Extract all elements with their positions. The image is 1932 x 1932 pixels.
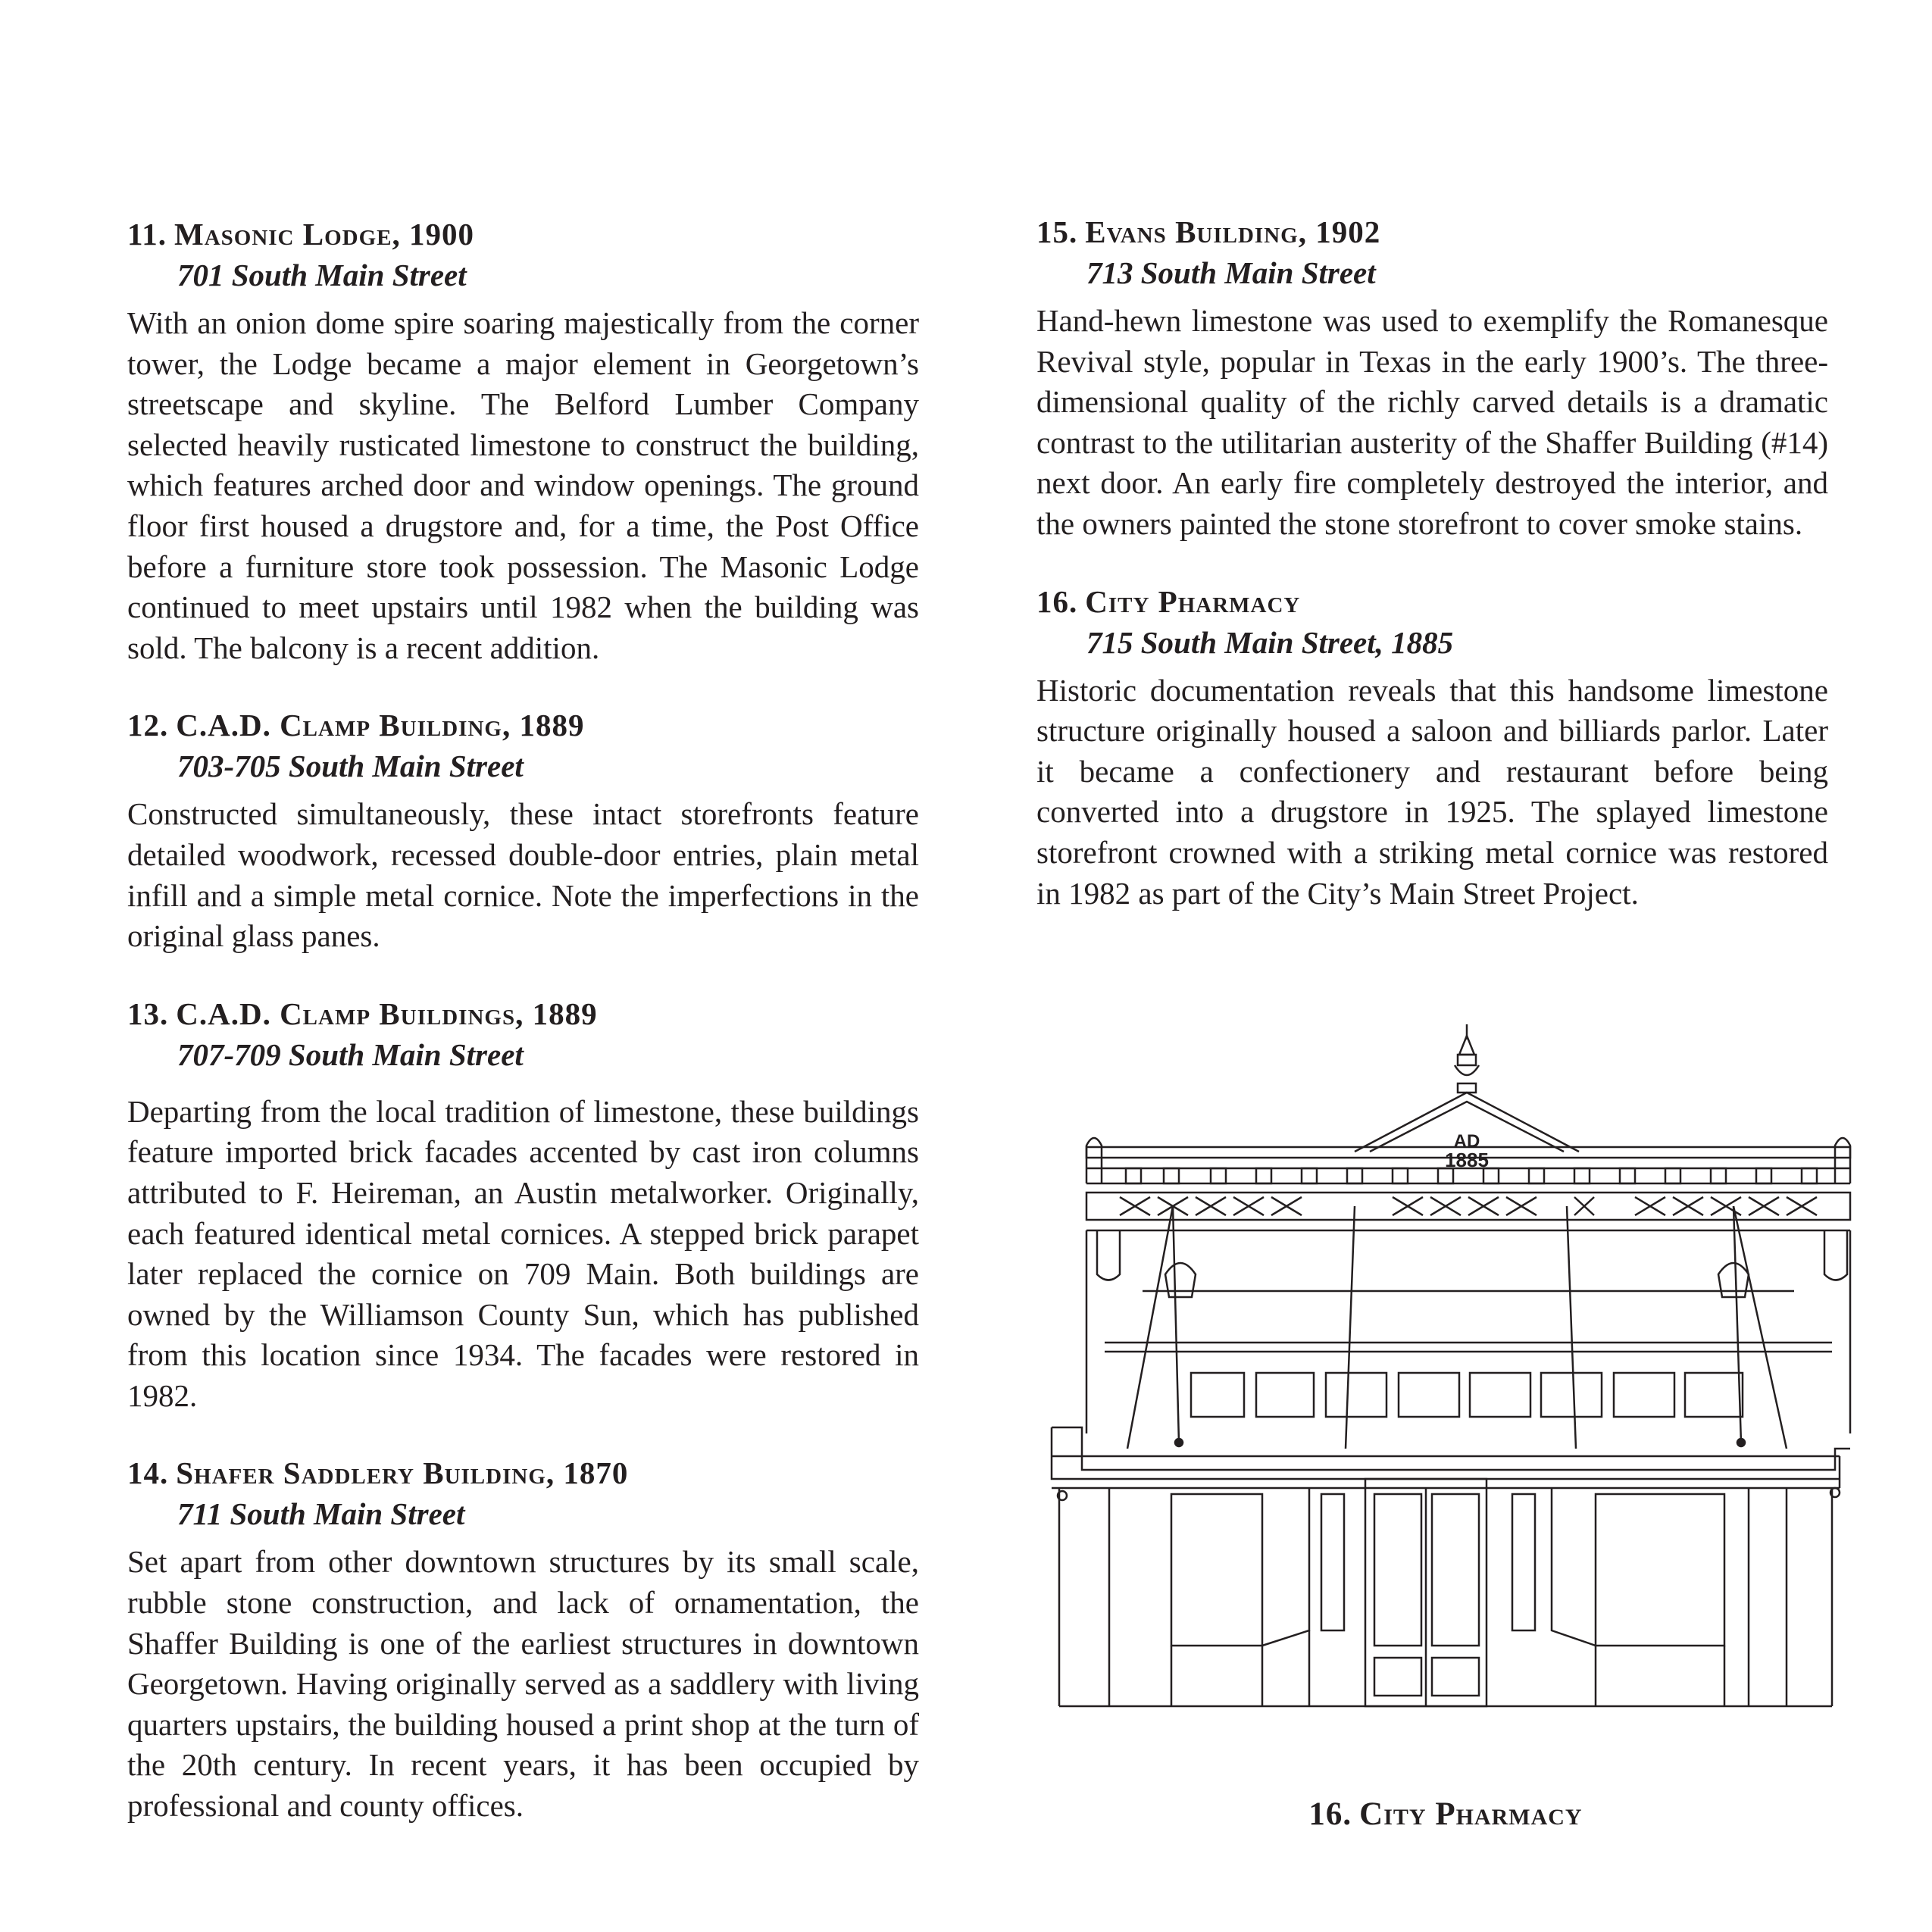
entry-heading: [127, 214, 919, 255]
entry-description: With an onion dome spire soaring majestically from the corner tower, the Lodge became a major element in Georgetown’s streetscape and skyline. The Belford Lumber Company selected heavily rusticated limestone to construct the building, which features arched door and window openings. The ground floor first housed a drugstore and, for a time, the Post Office before a furniture store took possession. The Masonic Lodge continued to meet upstairs until 1982 when the building was sold. The balcony is a recent addition.: [127, 305, 919, 665]
entry-title: Evans Building, 1902: [1085, 214, 1381, 249]
entry-13: [127, 993, 919, 1417]
entry-description: Departing from the local tradition of limestone, these buildings feature imported brick facades accented by cast iron columns attributed to F. Heireman, an Austin metalworker. Originally, each featured identical metal cornices. A stepped brick parapet later replaced the cornice on 709 Main. Both buildings are owned by the Williamson County Sun, which has published from this location since 1934. The facades were restored in 1982.: [127, 1093, 919, 1413]
entry-number: 15.: [1036, 214, 1078, 249]
entry-address: 701 South Main Street: [177, 258, 467, 292]
city-pharmacy-illustration: [1036, 1024, 1855, 1744]
caption-title: City Pharmacy: [1359, 1796, 1583, 1832]
entry-heading: [1036, 581, 1828, 622]
entry-15: [1036, 211, 1828, 545]
entry-title: C.A.D. Clamp Buildings, 1889: [176, 996, 598, 1031]
entry-heading: [127, 1452, 919, 1493]
pediment: [1355, 1093, 1579, 1171]
left-column: [127, 214, 919, 1863]
entry-title: C.A.D. Clamp Building, 1889: [176, 708, 585, 743]
pediment-year: 1885: [1445, 1149, 1489, 1171]
entry-number: 14.: [127, 1455, 169, 1491]
entry-description: Historic documentation reveals that this handsome limestone structure originally housed a saloon and billiards parlor. Later it became a confectionery and restaurant before being converted into a drugstore in 1925. The splayed limestone storefront crowned with a striking metal cornice was restored in 1982 as part of the City’s Main Street Project.: [1036, 672, 1828, 911]
entry-description: Set apart from other downtown structures by its small scale, rubble stone construction, and lack of ornamentation, the Shaffer Building is one of the earliest structures in downtown Georgetown. Having originally served as a saddlery with living quarters upstairs, the building housed a print shop at the turn of the 20th century. In recent years, it has been occupied by professional and county offices.: [127, 1544, 919, 1824]
entry-description: Constructed simultaneously, these intact storefronts feature detailed woodwork, recessed double-door entries, plain metal infill and a simple metal cornice. Note the imperfections in the original glass panes.: [127, 796, 919, 954]
entry-address: 713 South Main Street: [1086, 255, 1376, 290]
entry-number: 12.: [127, 708, 169, 743]
entry-14: [127, 1452, 919, 1826]
entry-heading: [127, 705, 919, 746]
right-column: [1036, 211, 1828, 950]
entry-address: 715 South Main Street, 1885: [1086, 624, 1454, 660]
entry-address: 703-705 South Main Street: [177, 749, 524, 784]
entry-heading: [1036, 211, 1828, 252]
entry-11: [127, 214, 919, 668]
illustration-caption: [1036, 1796, 1855, 1833]
entry-heading: [127, 993, 919, 1034]
entry-title: City Pharmacy: [1085, 583, 1301, 619]
storefront: [1059, 1479, 1832, 1706]
pediment-year-label: AD: [1453, 1131, 1480, 1152]
awning: [1052, 1427, 1850, 1500]
roof-finial: [1455, 1024, 1479, 1093]
awning-support-rods: [1127, 1206, 1787, 1449]
entry-title: Shafer Saddlery Building, 1870: [176, 1455, 629, 1491]
entry-title: Masonic Lodge, 1900: [174, 217, 474, 252]
entry-number: 11.: [127, 217, 167, 252]
entry-description: Hand-hewn limestone was used to exemplify the Romanesque Revival style, popular in Texas in the early 1900’s. The three-dimensional quality of the richly carved details is a dramatic contrast to the utilitarian austerity of the Shaffer Building (#14) next door. An early fire completely destroyed the interior, and the owners painted the stone storefront to cover smoke stains.: [1036, 303, 1828, 541]
entry-address: 707-709 South Main Street: [177, 1036, 524, 1072]
entry-16: [1036, 581, 1828, 914]
entry-number: 13.: [127, 996, 169, 1031]
entry-number: 16.: [1036, 583, 1078, 619]
caption-number: 16.: [1308, 1796, 1352, 1832]
entry-address: 711 South Main Street: [177, 1496, 465, 1532]
building-facade-drawing: [1036, 1024, 1855, 1744]
entry-12: [127, 705, 919, 956]
